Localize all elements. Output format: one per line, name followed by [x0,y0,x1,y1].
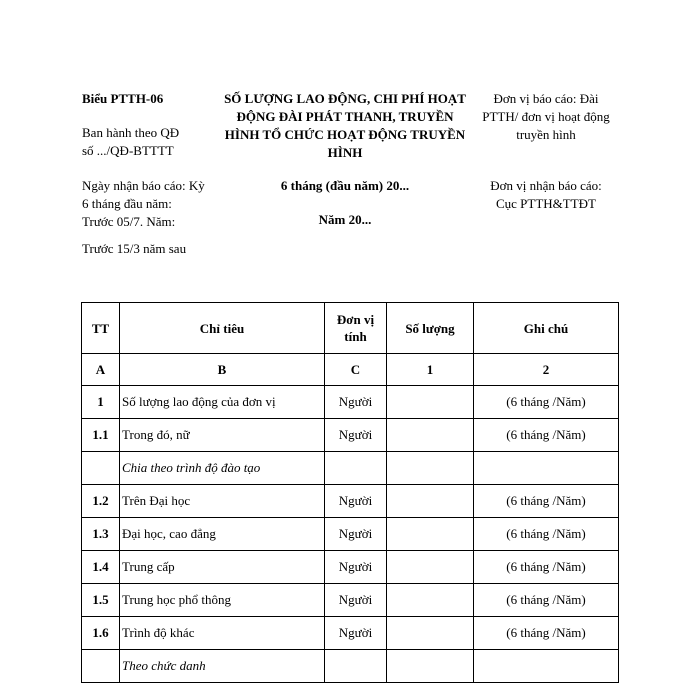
row-note [474,452,619,485]
row-note: (6 tháng /Năm) [474,617,619,650]
header-qty: Số lượng [387,303,474,354]
receipt-year: Trước 15/3 năm sau [82,241,187,256]
row-note: (6 tháng /Năm) [474,584,619,617]
reporting-unit-line-3: truyền hình [516,127,576,142]
issued-by-line-1: Ban hành theo QĐ [82,125,180,140]
row-note: (6 tháng /Năm) [474,551,619,584]
receiving-unit-line-2: Cục PTTH&TTĐT [495,196,596,211]
table-row [82,650,619,683]
row-qty [387,617,474,650]
table-row [82,584,619,617]
row-note: (6 tháng /Năm) [474,485,619,518]
issued-by [82,124,179,160]
row-unit: Người [325,485,387,518]
header-item: Chỉ tiêu [120,303,325,354]
code-1: 1 [387,354,474,386]
receiving-unit [470,177,622,213]
period-half: 6 tháng (đầu năm) 20... [280,178,410,193]
row-item: Trong đó, nữ [120,419,325,452]
row-tt: 1.3 [82,518,120,551]
row-note [474,650,619,683]
table-row [82,485,619,518]
row-tt [82,650,120,683]
row-qty [387,485,474,518]
table-row [82,518,619,551]
code-2: 2 [474,354,619,386]
row-item: Số lượng lao động của đơn vị [120,386,325,419]
row-note: (6 tháng /Năm) [474,419,619,452]
row-unit: Người [325,617,387,650]
report-title [205,90,485,162]
row-tt [82,452,120,485]
row-unit: Người [325,518,387,551]
title-line-4: HÌNH [327,145,363,160]
row-unit: Người [325,584,387,617]
row-note: (6 tháng /Năm) [474,386,619,419]
row-tt: 1.2 [82,485,120,518]
receiving-unit-line-1: Đơn vị nhận báo cáo: [490,178,602,193]
table-header-row [82,303,619,354]
row-tt: 1.4 [82,551,120,584]
issued-by-line-2: số .../QĐ-BTTTT [82,143,174,158]
code-b: B [120,354,325,386]
row-qty [387,650,474,683]
row-qty [387,551,474,584]
table-row [82,452,619,485]
table-row [82,386,619,419]
row-qty [387,452,474,485]
receipt-line-3: Trước 05/7. Năm: [82,214,176,229]
code-a: A [82,354,120,386]
receipt-dates [82,177,205,231]
row-qty [387,584,474,617]
row-item: Đại học, cao đẳng [120,518,325,551]
table-row [82,551,619,584]
row-tt: 1.6 [82,617,120,650]
row-item: Trung học phổ thông [120,584,325,617]
header-note: Ghi chú [474,303,619,354]
row-item: Chia theo trình độ đào tạo [120,452,325,485]
table-code-row [82,354,619,386]
receipt-line-1: Ngày nhận báo cáo: Kỳ [82,178,205,193]
labor-table [81,302,619,683]
row-qty [387,419,474,452]
title-line-1: SỐ LƯỢNG LAO ĐỘNG, CHI PHÍ HOẠT [224,91,466,106]
row-tt: 1.5 [82,584,120,617]
period-year: Năm 20... [318,212,372,227]
row-item: Trung cấp [120,551,325,584]
row-unit [325,650,387,683]
row-unit [325,452,387,485]
header-tt: TT [82,303,120,354]
row-item: Trình độ khác [120,617,325,650]
table-row [82,419,619,452]
code-c: C [325,354,387,386]
row-qty [387,518,474,551]
title-line-2: ĐỘNG ĐÀI PHÁT THANH, TRUYỀN [236,109,454,124]
row-unit: Người [325,551,387,584]
row-tt: 1 [82,386,120,419]
row-unit: Người [325,419,387,452]
row-unit: Người [325,386,387,419]
row-qty [387,386,474,419]
header-unit: Đơn vị tính [325,303,387,354]
title-line-3: HÌNH TỔ CHỨC HOẠT ĐỘNG TRUYỀN [224,127,466,142]
row-tt: 1.1 [82,419,120,452]
reporting-unit-line-1: Đơn vị báo cáo: Đài [493,91,599,106]
reporting-unit-line-2: PTTH/ đơn vị hoạt động [482,109,610,124]
row-item: Trên Đại học [120,485,325,518]
form-code: Biểu PTTH-06 [82,91,164,106]
row-note: (6 tháng /Năm) [474,518,619,551]
reporting-unit [470,90,622,144]
row-item: Theo chức danh [120,650,325,683]
receipt-line-2: 6 tháng đầu năm: [82,196,172,211]
table-row [82,617,619,650]
